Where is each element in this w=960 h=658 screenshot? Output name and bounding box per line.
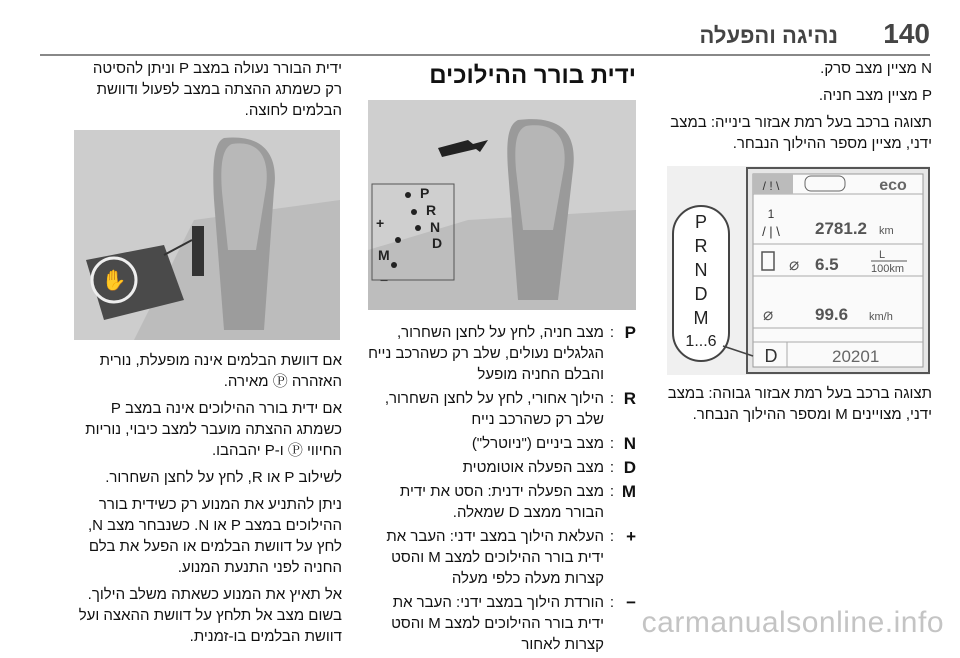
gate-label-plus: + [376,215,385,231]
instrument-cluster-image [667,166,930,375]
def-value: מצב הפעלה אוטומטית [462,459,604,476]
def-row: + : העלאת הילוך במצב ידני: העבר את ידית בורר ההילוכים למצב M והסט קצרות מעלה כלפי מעלה [368,526,636,589]
page-title: נהיגה והפעלה [699,23,838,48]
def-value: מצב חניה, לחץ על לחצן השחרור, הגלגלים נעולים, שלב רק כשהרכב נייח והבלם החניה מופעל [368,324,604,383]
gear-P: P [694,212,708,232]
def-row: R : הילוך אחורי, לחץ על לחצן השחרור, שלב רק כשהרכב נייח [368,388,636,430]
svg-text:⌀: ⌀ [789,255,800,274]
gate-label-P: P [420,185,430,201]
text-line: N מציין מצב סרק. [820,60,932,77]
para: אם דוושת הבלמים אינה מופעלת, נורית האזהרה Ⓟ מאירה. [99,352,342,390]
fuel-value: 6.5 [815,255,839,274]
gear-R: R [694,236,708,256]
def-value: הילוך אחורי, לחץ על לחצן השחרור, שלב רק כשהרכב נייח [384,390,604,428]
odometer-unit: km [879,225,894,237]
def-key: − [626,593,636,612]
fuel-unit-top: L [879,249,886,261]
gear-range: 1...6 [685,333,717,350]
text-line: P מציין מצב חניה. [818,87,932,104]
svg-text:✋: ✋ [101,268,127,292]
gear-M: M [693,308,709,328]
column-right [650,58,932,160]
para: אם ידית בורר ההילוכים אינה במצב P כשמתג ההצתה מועבר למצב כיבוי, נוריות החיווי Ⓟ ו-P יהבהבו. [85,400,342,459]
speed-unit: km/h [869,311,893,323]
svg-text:/ ! \: / ! \ [762,179,780,193]
def-value: העלאת הילוך במצב ידני: העבר את ידית בורר ההילוכים למצב M והסט קצרות מעלה כלפי מעלה [386,528,604,587]
gear-definitions [368,322,636,658]
cluster-illustration [667,166,930,375]
def-key: N [623,434,636,453]
manual-mode-text: תצוגה ברכב בעל רמת אבזור בינייה: במצב ידני, מציין מספר ההילוך הנבחר. [670,114,932,152]
release-illustration [74,130,340,340]
para: לשילוב P או R, לחץ על לחצן השחרור. [105,469,342,486]
gate-label-D: D [432,235,443,251]
svg-text:⌀: ⌀ [763,305,774,324]
def-row: D : מצב הפעלה אוטומטית [368,457,636,478]
def-key: + [626,527,636,546]
def-key: D [623,458,636,477]
current-gear: D [764,346,778,366]
gear-N: N [694,260,708,280]
odometer-value: 2781.2 [815,219,867,238]
def-key: R [623,389,636,408]
gear-D: D [694,284,708,304]
trip-index: 1 [767,207,775,221]
page-header [40,14,930,56]
gear-selector-image [368,100,636,310]
def-value: מצב הפעלה ידנית: הסט את ידית הבורר ממצב D שמאלה. [399,483,604,521]
svg-text:/ | \: / | \ [762,224,780,239]
eco-label: eco [879,177,907,194]
total-distance: 20201 [832,347,880,366]
intro-text: ידית הבורר נעולה במצב P וניתן להסיטה רק כשמתג ההצתה במצב לפעול ודוושת הבלמים לחוצה. [92,60,342,119]
def-row: − : הורדת הילוך במצב ידני: העבר את ידית בורר ההילוכים למצב M והסט קצרות לאחור [368,592,636,655]
section-title: ידית בורר ההילוכים [429,62,636,89]
gate-label-M: M [378,247,390,263]
release-button-image [74,130,340,340]
manual-mode-high-text: תצוגה ברכב בעל רמת אבזור גבוהה: במצב ידני, מצויינים M ומספר ההילוך הנבחר. [667,385,932,423]
para: ניתן להתניע את המנוע רק כשידית בורר ההילוכים במצב P או N. כשנבחר מצב N, לחץ על דוושת הבלמים או הפעל את בלם החניה לפני התנעת המנוע. [87,496,342,576]
page-number: 140 [883,18,930,49]
def-row: M : מצב הפעלה ידנית: הסט את ידית הבורר ממצב D שמאלה. [368,481,636,523]
def-key: P [624,323,636,342]
def-row: P : מצב חניה, לחץ על לחצן השחרור, הגלגלים נעולים, שלב רק כשהרכב נייח והבלם החניה מופעל [368,323,636,383]
def-row: N : מצב ביניים ("ניוטרל") [368,433,636,454]
column-left-lower [72,350,342,653]
column-left [72,58,342,127]
speed-value: 99.6 [815,305,849,324]
def-value: מצב ביניים ("ניוטרל") [471,435,604,452]
column-middle [368,58,636,100]
column-right-lower [650,383,932,431]
selector-illustration [368,100,636,310]
def-value: הורדת הילוך במצב ידני: העבר את ידית בורר ההילוכים למצב M והסט קצרות לאחור [391,594,604,653]
gate-label-R: R [426,202,437,218]
fuel-unit-bottom: 100km [871,263,905,275]
watermark: carmanualsonline.info [641,606,944,639]
def-key: M [621,482,636,501]
para: אל תאיץ את המנוע כשאתה משלב הילוך. בשום מצב אל תלחץ על דוושת ההאצה ועל דוושת הבלמים בו-זמנית. [78,586,342,645]
gate-label-N: N [430,219,441,235]
gate-label-minus: − [380,272,389,288]
